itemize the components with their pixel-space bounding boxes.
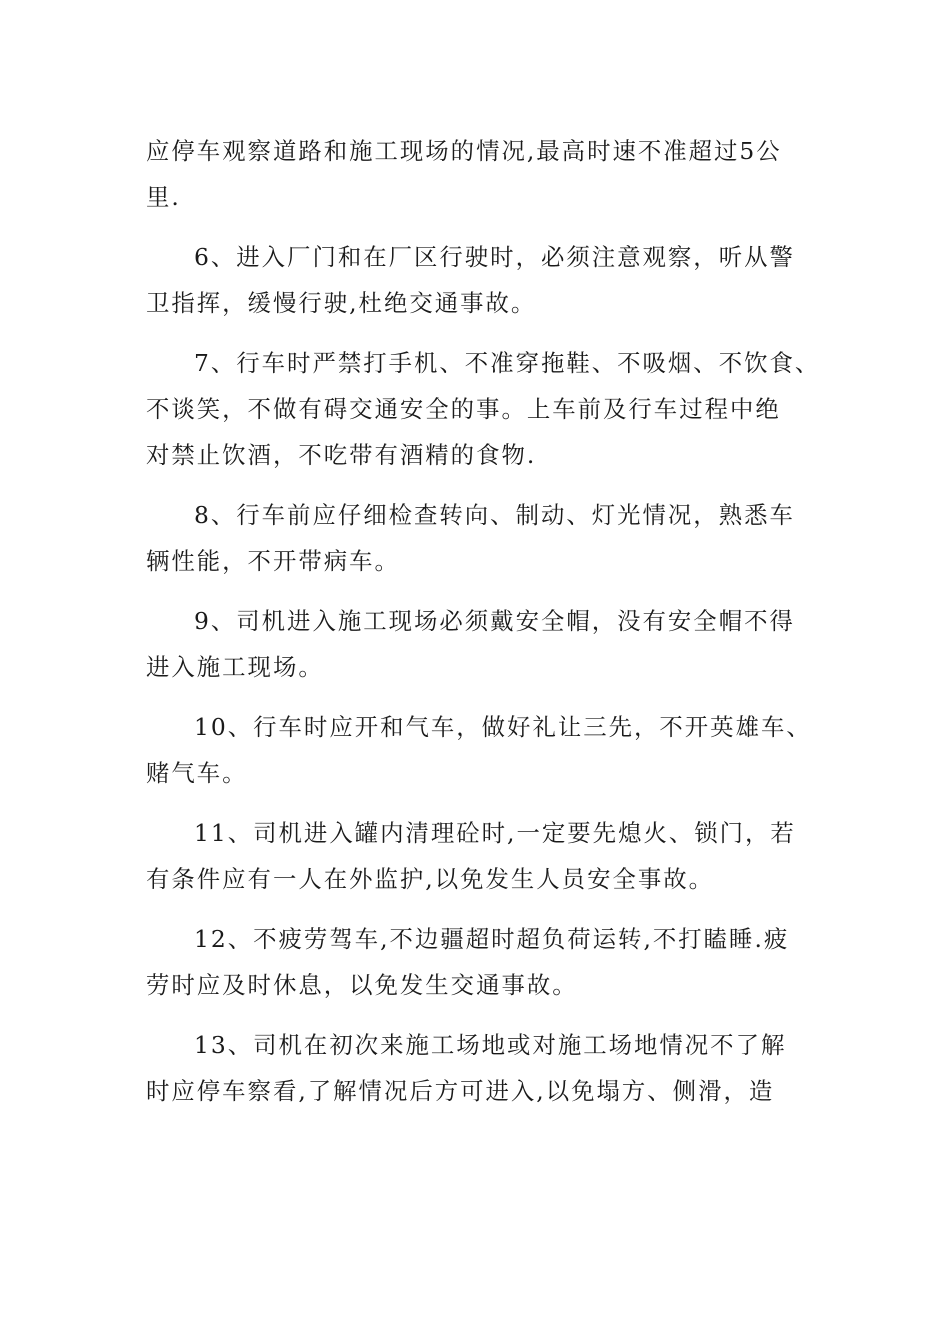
text-line: 赌气车。 xyxy=(146,759,248,787)
text-line: 10、行车时应开和气车，做好礼让三先，不开英雄车、 xyxy=(194,713,812,741)
text-line: 时应停车察看,了解情况后方可进入,以免塌方、侧滑，造 xyxy=(146,1077,775,1105)
paragraph-item-7 xyxy=(146,340,821,478)
text-line: 有条件应有一人在外监护,以免发生人员安全事故。 xyxy=(146,865,715,893)
text-line: 应停车观察道路和施工现场的情况,最高时速不准超过5公 xyxy=(146,137,782,165)
paragraph-item-12 xyxy=(146,916,806,1008)
paragraph-item-8 xyxy=(146,492,806,584)
text-line: 卫指挥，缓慢行驶,杜绝交通事故。 xyxy=(146,289,537,317)
text-line: 6、进入厂门和在厂区行驶时，必须注意观察，听从警 xyxy=(194,243,795,271)
text-line: 劳时应及时休息，以免发生交通事故。 xyxy=(146,971,578,999)
text-line: 进入施工现场。 xyxy=(146,653,324,681)
paragraph-continuation xyxy=(146,128,806,220)
text-line: 里. xyxy=(146,183,181,211)
paragraph-item-9 xyxy=(146,598,806,690)
text-line: 不谈笑，不做有碍交通安全的事。上车前及行车过程中绝 xyxy=(146,395,781,423)
text-line: 13、司机在初次来施工场地或对施工场地情况不了解 xyxy=(194,1031,787,1059)
text-line: 11、司机进入罐内清理砼时,一定要先熄火、锁门，若 xyxy=(194,819,796,847)
text-line: 9、司机进入施工现场必须戴安全帽，没有安全帽不得 xyxy=(194,607,795,635)
document-body xyxy=(146,128,821,1128)
paragraph-item-10 xyxy=(146,704,812,796)
text-line: 辆性能，不开带病车。 xyxy=(146,547,400,575)
paragraph-item-11 xyxy=(146,810,806,902)
text-line: 对禁止饮酒，不吃带有酒精的食物. xyxy=(146,441,537,469)
text-line: 12、不疲劳驾车,不边疆超时超负荷运转,不打瞌睡.疲 xyxy=(194,925,790,953)
text-line: 7、行车时严禁打手机、不准穿拖鞋、不吸烟、不饮食、 xyxy=(194,349,821,377)
paragraph-item-13 xyxy=(146,1022,806,1114)
paragraph-item-6 xyxy=(146,234,806,326)
text-line: 8、行车前应仔细检查转向、制动、灯光情况，熟悉车 xyxy=(194,501,795,529)
